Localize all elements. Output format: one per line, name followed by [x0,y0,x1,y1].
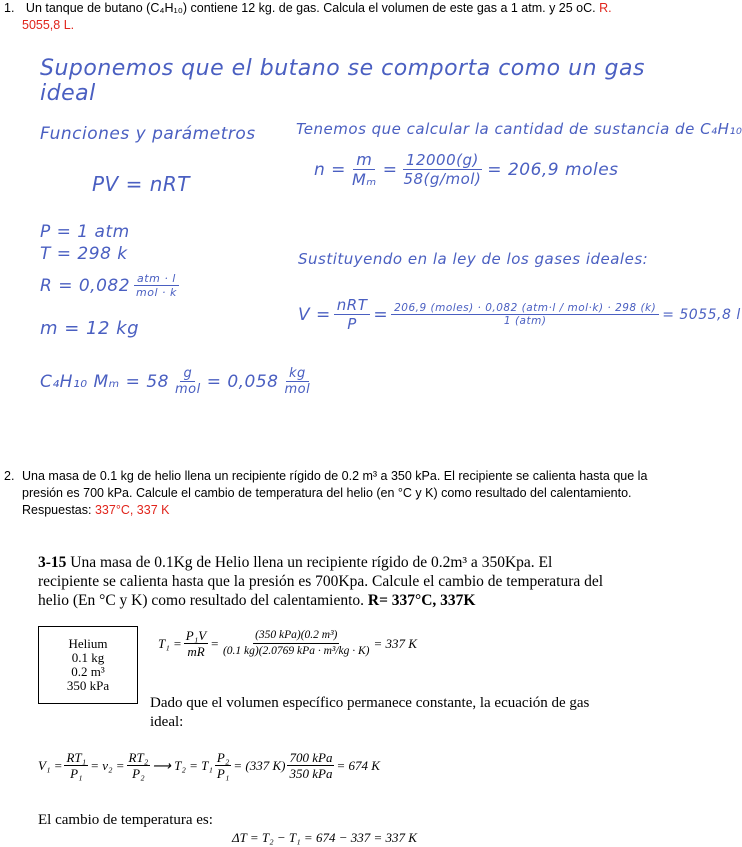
n-val-num: 12000(g) [403,151,482,170]
solution-number: 3-15 [38,554,67,571]
n-equals: = [382,159,398,180]
v-result: = 5055,8 l [662,306,741,323]
mass-value: m = 12 kg [40,318,140,339]
n-result: = 206,9 moles [487,159,619,180]
problem-1-answer: 5055,8 L. [22,18,75,32]
delta-t-equation: ΔT = T₂ − T₁ = 674 − 337 = 337 K [232,830,417,845]
problem-2-text: Una masa de 0.1 kg de helio llena un recipiente rígido de 0.2 m³ a 350 kPa. El recipiente se calienta hasta que la presión es 700 kPa. Calcule el cambio de temperatura del helio (en °C y K) como resultado del calentamiento. Respuestas: [22,469,648,517]
volume-note: Dado que el volumen específico permanece constante, la ecuación de gas ideal: [150,695,590,730]
v-eq-part-2: = v₂ = [90,757,125,773]
v-eq-frac-2 [127,750,151,781]
v-eq-frac-1-num: RT₁ [66,750,87,765]
molar-mass-units-2 [282,366,314,397]
solution-heading [38,553,608,610]
mm-den-2: mol [284,382,311,397]
v-eq-part-5: = 674 K [336,757,380,773]
v-eq-frac-1-den: P₁ [70,766,83,781]
r-units-num: atm · l [134,272,179,286]
n-frac-den: Mₘ [351,170,377,189]
n-frac-num: m [353,150,375,170]
molar-mass-units-1 [172,366,204,397]
problem-text: Un tanque de butano (C₄H₁₀) contiene 12 kg. de gas. Calcula el volumen de este gas a 1 atm. y 25 oC. [25,1,596,15]
handwritten-intro: Suponemos que el butano se comporta como un gas ideal [40,56,645,106]
v-eq-frac-4 [287,750,334,781]
t1-result: = 337 K [373,635,417,651]
t1-val-den: (0.1 kg)(2.0769 kPa · m³/kg · K) [222,645,370,657]
box-line-helium: Helium [68,636,108,651]
v-eq-frac-2-den: P₂ [132,766,145,781]
v-frac-num: nRT [334,296,371,315]
t1-value-fraction [221,628,372,659]
mm-num-1: g [180,366,195,382]
temperature-change-label: El cambio de temperatura es: [38,812,213,828]
v-eq-frac-3-num: P₂ [216,750,230,765]
problem-2-number: 2. [4,469,15,483]
solution-text: Una masa de 0.1Kg de Helio llena un recipiente rígido de 0.2m³ a 350Kpa. El recipiente se calienta hasta que la presión es 700Kpa. Calcule el cambio de temperatura del helio (En °C y K) como resultado del calentamiento. [38,554,604,609]
molar-mass-converted: = 0,058 [206,371,279,392]
v-val-den: 1 (atm) [503,315,547,327]
pressure-value: P = 1 atm [40,222,130,242]
v-eq-frac-4-num: 700 kPa [289,750,333,765]
helium-data-box [38,626,138,704]
t1-frac-den: mR [187,644,205,659]
molar-mass [40,366,316,397]
v-label: V = [298,304,331,325]
calc-intro: Tenemos que calcular la cantidad de sustancia de C₄H₁₀ [296,120,742,138]
functions-title: Funciones y parámetros [40,124,256,144]
v-eq-frac-4-den: 350 kPa [289,766,333,781]
problem-2-answer: 337°C, 337 K [94,503,170,517]
r-units [133,272,180,299]
r-units-den: mol · k [136,286,177,299]
v-equals: = [373,304,389,325]
v-eq-part-4: = (337 K) [233,757,286,773]
n-label: n = [314,159,346,180]
box-line-mass: 0.1 kg [71,650,105,665]
problem-2-statement [22,468,652,519]
n-val-den: 58(g/mol) [403,170,482,188]
v-eq-frac-1 [64,750,88,781]
moles-calculation [314,150,619,189]
v-eq-frac-3-den: P₁ [216,766,230,781]
v-equation [38,750,380,781]
n-fraction [349,150,380,189]
v-eq-part-1: V₁ = [38,757,63,773]
problem-1-statement [4,0,664,17]
molar-mass-label: C₄H₁₀ Mₘ = 58 [40,371,169,392]
t1-val-num: (350 kPa)(0.2 m³) [253,628,339,644]
mm-num-2: kg [286,366,309,382]
solution-answer: R= 337°C, 337K [367,592,476,609]
mm-den-1: mol [174,382,201,397]
t1-equation [158,628,417,659]
box-line-pressure: 350 kPa [66,678,110,693]
ideal-gas-law: PV = nRT [92,172,191,196]
v-value-fraction [391,302,659,327]
r-label: R = 0,082 [40,275,131,296]
n-value-fraction [400,151,484,188]
answer-label: R. [599,1,612,15]
t1-frac-num: P₁V [185,628,207,643]
box-line-volume: 0.2 m³ [71,664,105,679]
t1-fraction [184,628,208,659]
substitution-intro: Sustituyendo en la ley de los gases ideales: [298,250,649,268]
v-val-num: 206,9 (moles) · 0,082 (atm·l / mol·k) · 298 (k) [391,302,659,315]
t1-equals: = [210,635,219,651]
temperature-value: T = 298 k [40,244,128,264]
v-eq-frac-2-num: RT₂ [128,750,149,765]
volume-calculation [298,296,741,333]
v-eq-part-3: ⟶ T₂ = T₁ [152,757,213,773]
problem-number: 1. [4,1,15,15]
r-constant [40,272,183,299]
v-frac-den: P [347,315,357,333]
t1-label: T₁ = [158,635,182,651]
v-eq-frac-3 [215,750,231,781]
v-fraction [334,296,371,333]
